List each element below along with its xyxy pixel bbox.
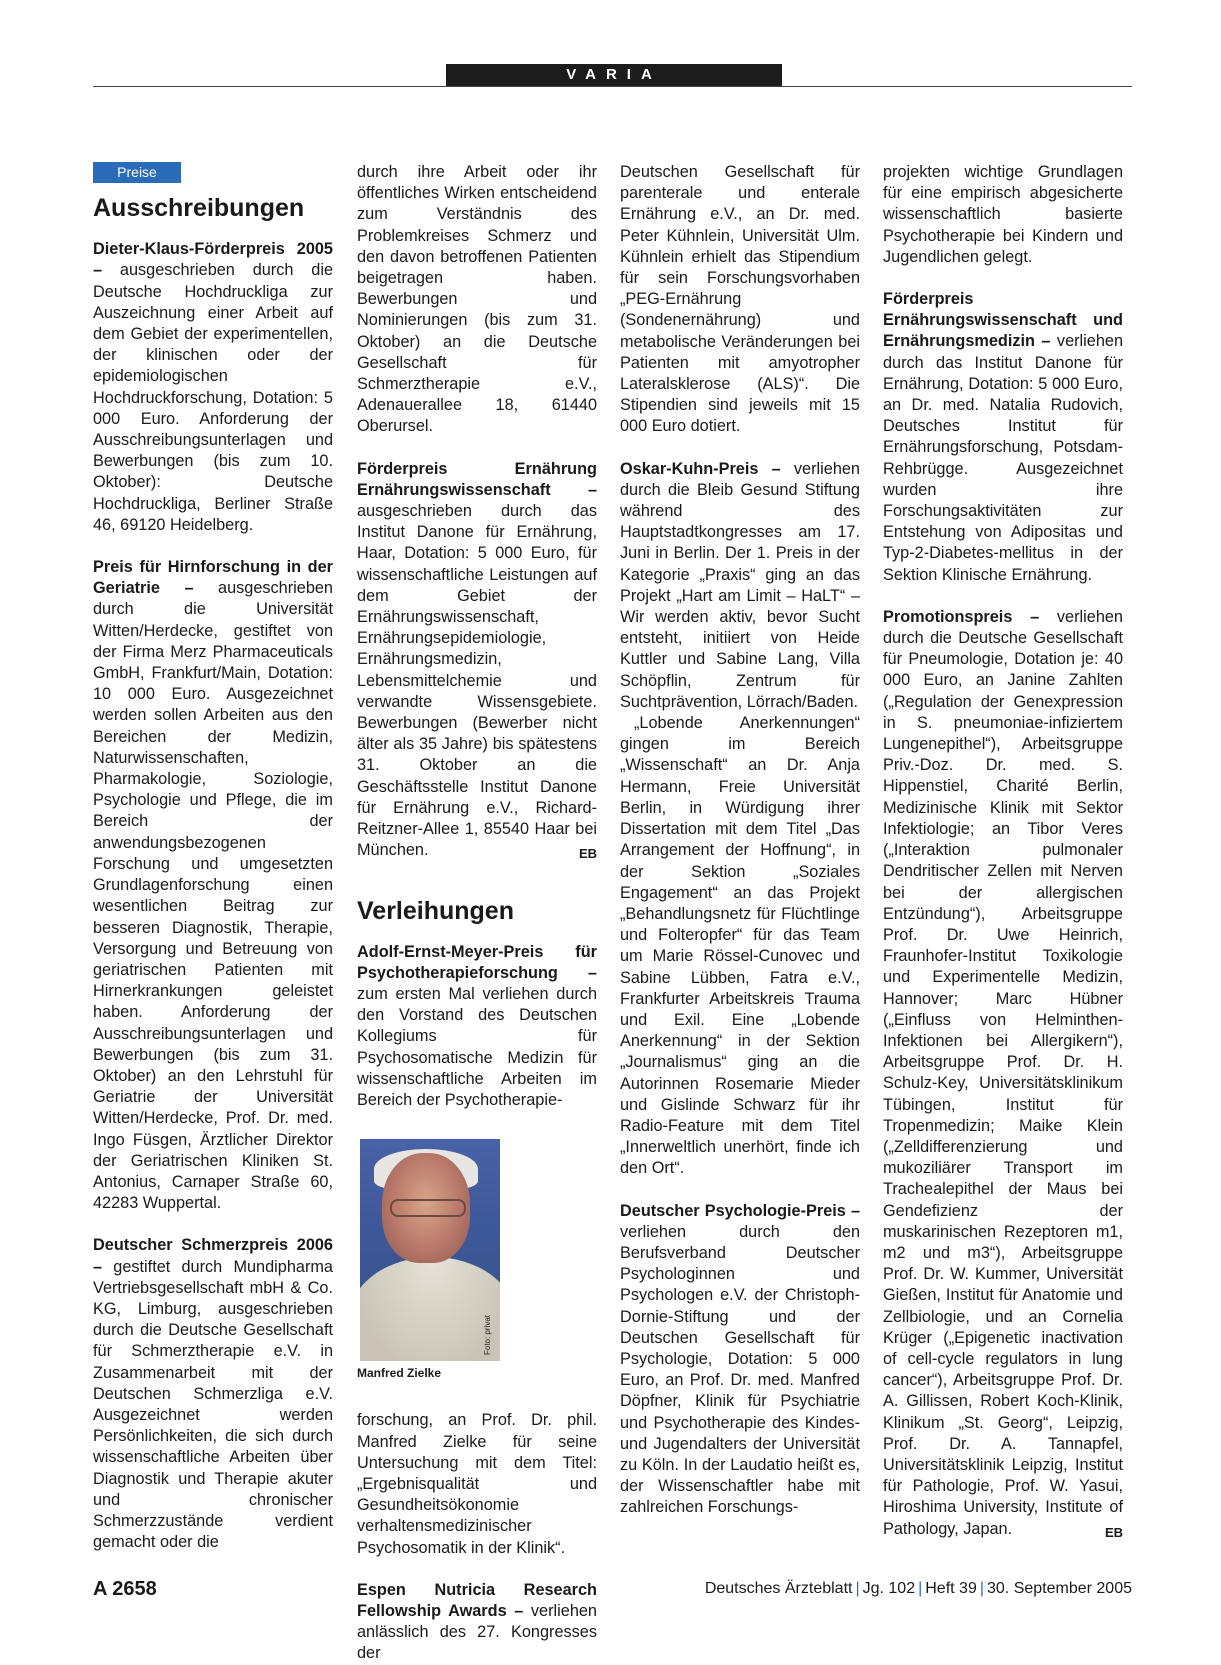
portrait-photo: [360, 1139, 500, 1361]
photo-credit: Foto: privat: [482, 1315, 492, 1356]
journal-info: [705, 1580, 1132, 1598]
paragraph-text: durch ihre Arbeit oder ihr öffentliches Wirken entscheidend zum Verständnis des Problemkreises Schmerz und den davon betroffenen Patienten beigetragen haben. Bewerbungen und Nominierungen (bis zum 31. Oktober) an die Deutsche Gesellschaft für Schmerztherapie e.V., Adenauerallee 18, 61440 Oberursel.: [357, 163, 597, 436]
article-paragraph: [620, 459, 860, 713]
article-paragraph: [93, 557, 333, 1214]
author-signature: EB: [578, 846, 597, 862]
journal-date: 30. September 2005: [987, 1580, 1132, 1597]
prize-title: Promotionspreis –: [883, 607, 1040, 626]
column-2: [357, 162, 597, 1665]
paragraph-text: verliehen anlässlich des 27. Kongresses der: [357, 1601, 597, 1663]
paragraph-text: „Lobende Anerkennungen“ gingen im Bereich „Wissenschaft“ an Dr. Anja Hermann, Freie Universität Berlin, in Würdigung ihrer Dissertation mit dem Titel „Das Arrangement der Hoffnung“, in der Sektion „Soziales Engagement“ an das Projekt „Behandlungsnetz für Flüchtlinge und Folteropfer“ für das Team um Marie Rössel-Cunovec und Sabine Lübben, Fatra e.V., Frankfurter Arbeitskreis Trauma und Exil. Eine „Lobende Anerkennung“ in der Sektion „Journalismus“ ging an die Autorinnen Rosemarie Mieder und Gislinde Schwarz für ihr Radio-Feature mit dem Titel „Innerweltlich unerhört, finde ich den Ort“.: [620, 714, 860, 1178]
separator: |: [918, 1580, 923, 1597]
prize-title: Deutscher Psychologie-Preis –: [620, 1201, 860, 1220]
article-paragraph: [93, 1235, 333, 1553]
paragraph-text: ausgeschrieben durch das Institut Danone für Ernährung, Haar, Dotation: 5 000 Euro, für wissenschaftliche Leistungen auf dem Gebiet der Ernährungswissenschaft, Ernährungsepidemiologie, Ernährungsmedizin, Lebensmittelchemie und verwandte Wissensgebiete. Bewerbungen (Bewerber nicht älter als 35 Jahre) bis spätestens 31. Oktober an die Geschäftsstelle Institut Danone für Ernährung e.V., Richard-Reitzner-Allee 1, 85540 Haar bei München.: [357, 502, 597, 860]
article-paragraph: [883, 162, 1123, 268]
paragraph-text: verliehen durch das Institut Danone für Ernährung, Dotation: 5 000 Euro, an Dr. med. Natalia Rudovich, Deutsches Institut für Ernährungsforschung, Potsdam-Rehbrügge. Ausgezeichnet wurden ihre Forschungsaktivitäten zur Entstehung von Adipositas und Typ-2-Diabetes-mellitus in der Sektion Klinische Ernährung.: [883, 332, 1123, 584]
article-paragraph: [620, 1201, 860, 1519]
article-paragraph: [357, 942, 597, 1112]
prize-title: Dieter-Klaus-Förderpreis 2005 –: [93, 240, 333, 280]
journal-issue: Heft 39: [925, 1580, 977, 1597]
article-paragraph: [883, 289, 1123, 586]
paragraph-text: verliehen durch die Deutsche Gesellschaft für Pneumologie, Dotation je: 40 000 Euro, an Janine Zahlten („Regulation der Genexpression in S. pneumoniae-infiziertem Lungenepithel“), Arbeitsgruppe Priv.-Doz. Dr. med. S. Hippenstiel, Charité Berlin, Medizinische Klinik mit Sektor Infektiologie; an Tibor Veres („Interaktion pulmonaler Dendritischer Zellen mit Nerven bei der allergischen Entzündung“), Arbeitsgruppe Prof. Dr. Uwe Heinrich, Fraunhofer-Institut Toxikologie und Experimentelle Medizin, Hannover; Marc Hübner („Einfluss von Helminthen-Infektionen bei Allergikern“), Arbeitsgruppe Prof. Dr. H. Schulz-Key, Universitätsklinikum Tübingen, Institut für Tropenmedizin; Maike Klein („Zelldifferenzierung und mukoziliärer Transport im Trachealepithel der Maus bei Gendefizienz der muskarinischen Rezeptoren m1, m2 und m3“), Arbeitsgruppe Prof. Dr. W. Kummer, Universität Gießen, Institut für Anatomie und Zellbiologie, und an Cornelia Krüger („Epigenetic inactivation of cell-cycle regulators in lung cancer“), Arbeitsgruppe Prof. Dr. A. Gillissen, Robert Koch-Klinik, Klinikum „St. Georg“, Leipzig, Prof. Dr. A. Tannapfel, Universitätsklinik Leipzig, Institut für Pathologie, Prof. W. Yasui, Hiroshima University, Institute of Pathology, Japan.: [883, 607, 1123, 1538]
article-paragraph: [357, 459, 597, 862]
prize-title: Oskar-Kuhn-Preis –: [620, 459, 781, 478]
paragraph-text: forschung, an Prof. Dr. phil. Manfred Zielke für seine Untersuchung mit dem Titel: „Ergebnisqualität und Gesundheitsökonomie verhaltensmedizinischer Psychosomatik in der Klinik“.: [357, 1411, 597, 1557]
header-rule: [93, 86, 1132, 87]
paragraph-text: ausgeschrieben durch die Universität Witten/Herdecke, gestiftet von der Firma Merz Pharmaceuticals GmbH, Frankfurt/Main, Dotation: 10 000 Euro. Ausgezeichnet werden sollen Arbeiten aus den Bereichen der Medizin, Naturwissenschaften, Pharmakologie, Soziologie, Psychologie und Pflege, die im Bereich der anwendungsbezogenen Forschung und umgesetzten Grundlagenforschung einen wesentlichen Beitrag zur besseren Diagnostik, Therapie, Versorgung und Betreuung von geriatrischen Patienten mit Hirnerkrankungen geleistet haben. Anforderung der Ausschreibungsunterlagen und Bewerbungen (bis zum 31. Oktober) an den Lehrstuhl für Geriatrie der Universität Witten/Herdecke, Prof. Dr. med. Ingo Füsgen, Ärztlicher Direktor der Geriatrischen Kliniken St. Antonius, Carnaper Straße 60, 42283 Wuppertal.: [93, 579, 333, 1213]
prize-title: Preis für Hirnforschung in der Geriatrie –: [93, 558, 333, 598]
article-paragraph: [357, 1410, 597, 1558]
paragraph-text: ausgeschrieben durch die Deutsche Hochdruckliga zur Auszeichnung einer Arbeit auf dem Gebiet der experimentellen, der klinischen oder der epidemiologischen Hochdruckforschung, Dotation: 5 000 Euro. Anforderung der Ausschreibungsunterlagen und Bewerbungen (bis zum 10. Oktober): Deutsche Hochdruckliga, Berliner Straße 46, 69120 Heidelberg.: [93, 261, 333, 534]
section-header: VARIA: [446, 64, 782, 86]
prize-title: Deutscher Schmerzpreis 2006 –: [93, 1236, 333, 1276]
section-heading-ausschreibungen: Ausschreibungen: [93, 194, 305, 223]
article-paragraph: [357, 162, 597, 438]
paragraph-text: gestiftet durch Mundipharma Vertriebsgesellschaft mbH & Co. KG, Limburg, ausgeschrieben durch die Deutsche Gesellschaft für Schmerztherapie e.V. in Zusammenarbeit mit der Deutschen Schmerzliga e.V. Ausgezeichnet werden Persönlichkeiten, die sich durch wissenschaftliche Arbeiten über Diagnostik und Therapie akuter und chronischer Schmerzzustände verdient gemacht oder die: [93, 1257, 333, 1552]
paragraph-text: Deutschen Gesellschaft für parenterale und enterale Ernährung e.V., an Dr. med. Peter Kühnlein, Universität Ulm. Kühnlein erhielt das Stipendium für sein Forschungsvorhaben „PEG-Ernährung (Sondenernährung) und metabolische Veränderungen bei Patienten mit amyotropher Lateralsklerose (ALS)“. Die Stipendien sind jeweils mit 15 000 Euro dotiert.: [620, 163, 860, 436]
page-number: A 2658: [93, 1578, 157, 1600]
photo-caption: Manfred Zielke: [357, 1366, 442, 1381]
journal-volume: Jg. 102: [862, 1580, 916, 1597]
journal-name: Deutsches Ärzteblatt: [704, 1580, 853, 1597]
prize-title: Espen Nutricia Research Fellowship Awards –: [357, 1580, 597, 1620]
column-3: [620, 162, 860, 1519]
author-signature: EB: [1104, 1524, 1123, 1540]
column-4: [883, 162, 1123, 1543]
prize-title: Adolf-Ernst-Meyer-Preis für Psychotherapieforschung –: [357, 942, 597, 982]
prize-title: Förderpreis Ernährungswissenschaft und Ernährungsmedizin –: [883, 290, 1123, 351]
photo-glasses: [390, 1199, 466, 1217]
page-footer: [93, 1578, 1132, 1602]
paragraph-text: verliehen durch die Bleib Gesund Stiftung während des Hauptstadtkongresses am 17. Juni in Berlin. Der 1. Preis in der Kategorie „Praxis“ ging an das Projekt „Hart am Limit – HaLT“ – Wir werden aktiv, bevor Sucht entsteht, initiiert von Heide Kuttler und Sabine Lang, Villa Schöpflin, Zentrum für Suchtprävention, Lörrach/Baden.: [620, 459, 860, 711]
separator: |: [979, 1580, 984, 1597]
paragraph-text: projekten wichtige Grundlagen für eine empirisch abgesicherte wissenschaftlich basierte Psychotherapie bei Kindern und Jugendlichen gelegt.: [883, 163, 1123, 266]
article-paragraph: [93, 239, 333, 536]
category-tag: Preise: [93, 162, 181, 183]
separator: |: [855, 1580, 860, 1597]
column-1: [93, 162, 333, 1553]
prize-title: Förderpreis Ernährung Ernährungswissenschaft –: [357, 459, 597, 499]
section-heading-verleihungen: Verleihungen: [357, 896, 514, 925]
article-paragraph: [620, 713, 860, 1179]
article-paragraph: [620, 162, 860, 438]
article-paragraph: [883, 607, 1123, 1540]
paragraph-text: zum ersten Mal verliehen durch den Vorstand des Deutschen Kollegiums für Psychosomatische Medizin für wissenschaftliche Arbeiten im Bereich der Psychotherapie-: [357, 984, 597, 1109]
paragraph-text: verliehen durch den Berufsverband Deutscher Psychologinnen und Psychologen e.V. der Christoph-Dornie-Stiftung und der Deutschen Gesellschaft für Psychologie, Dotation: 5 000 Euro, an Prof. Dr. med. Manfred Döpfner, Klinik für Psychiatrie und Psychotherapie des Kindes- und Jugendalters der Universität zu Köln. In der Laudatio heißt es, der Wissenschaftler habe mit zahlreichen Forschungs-: [620, 1222, 860, 1517]
